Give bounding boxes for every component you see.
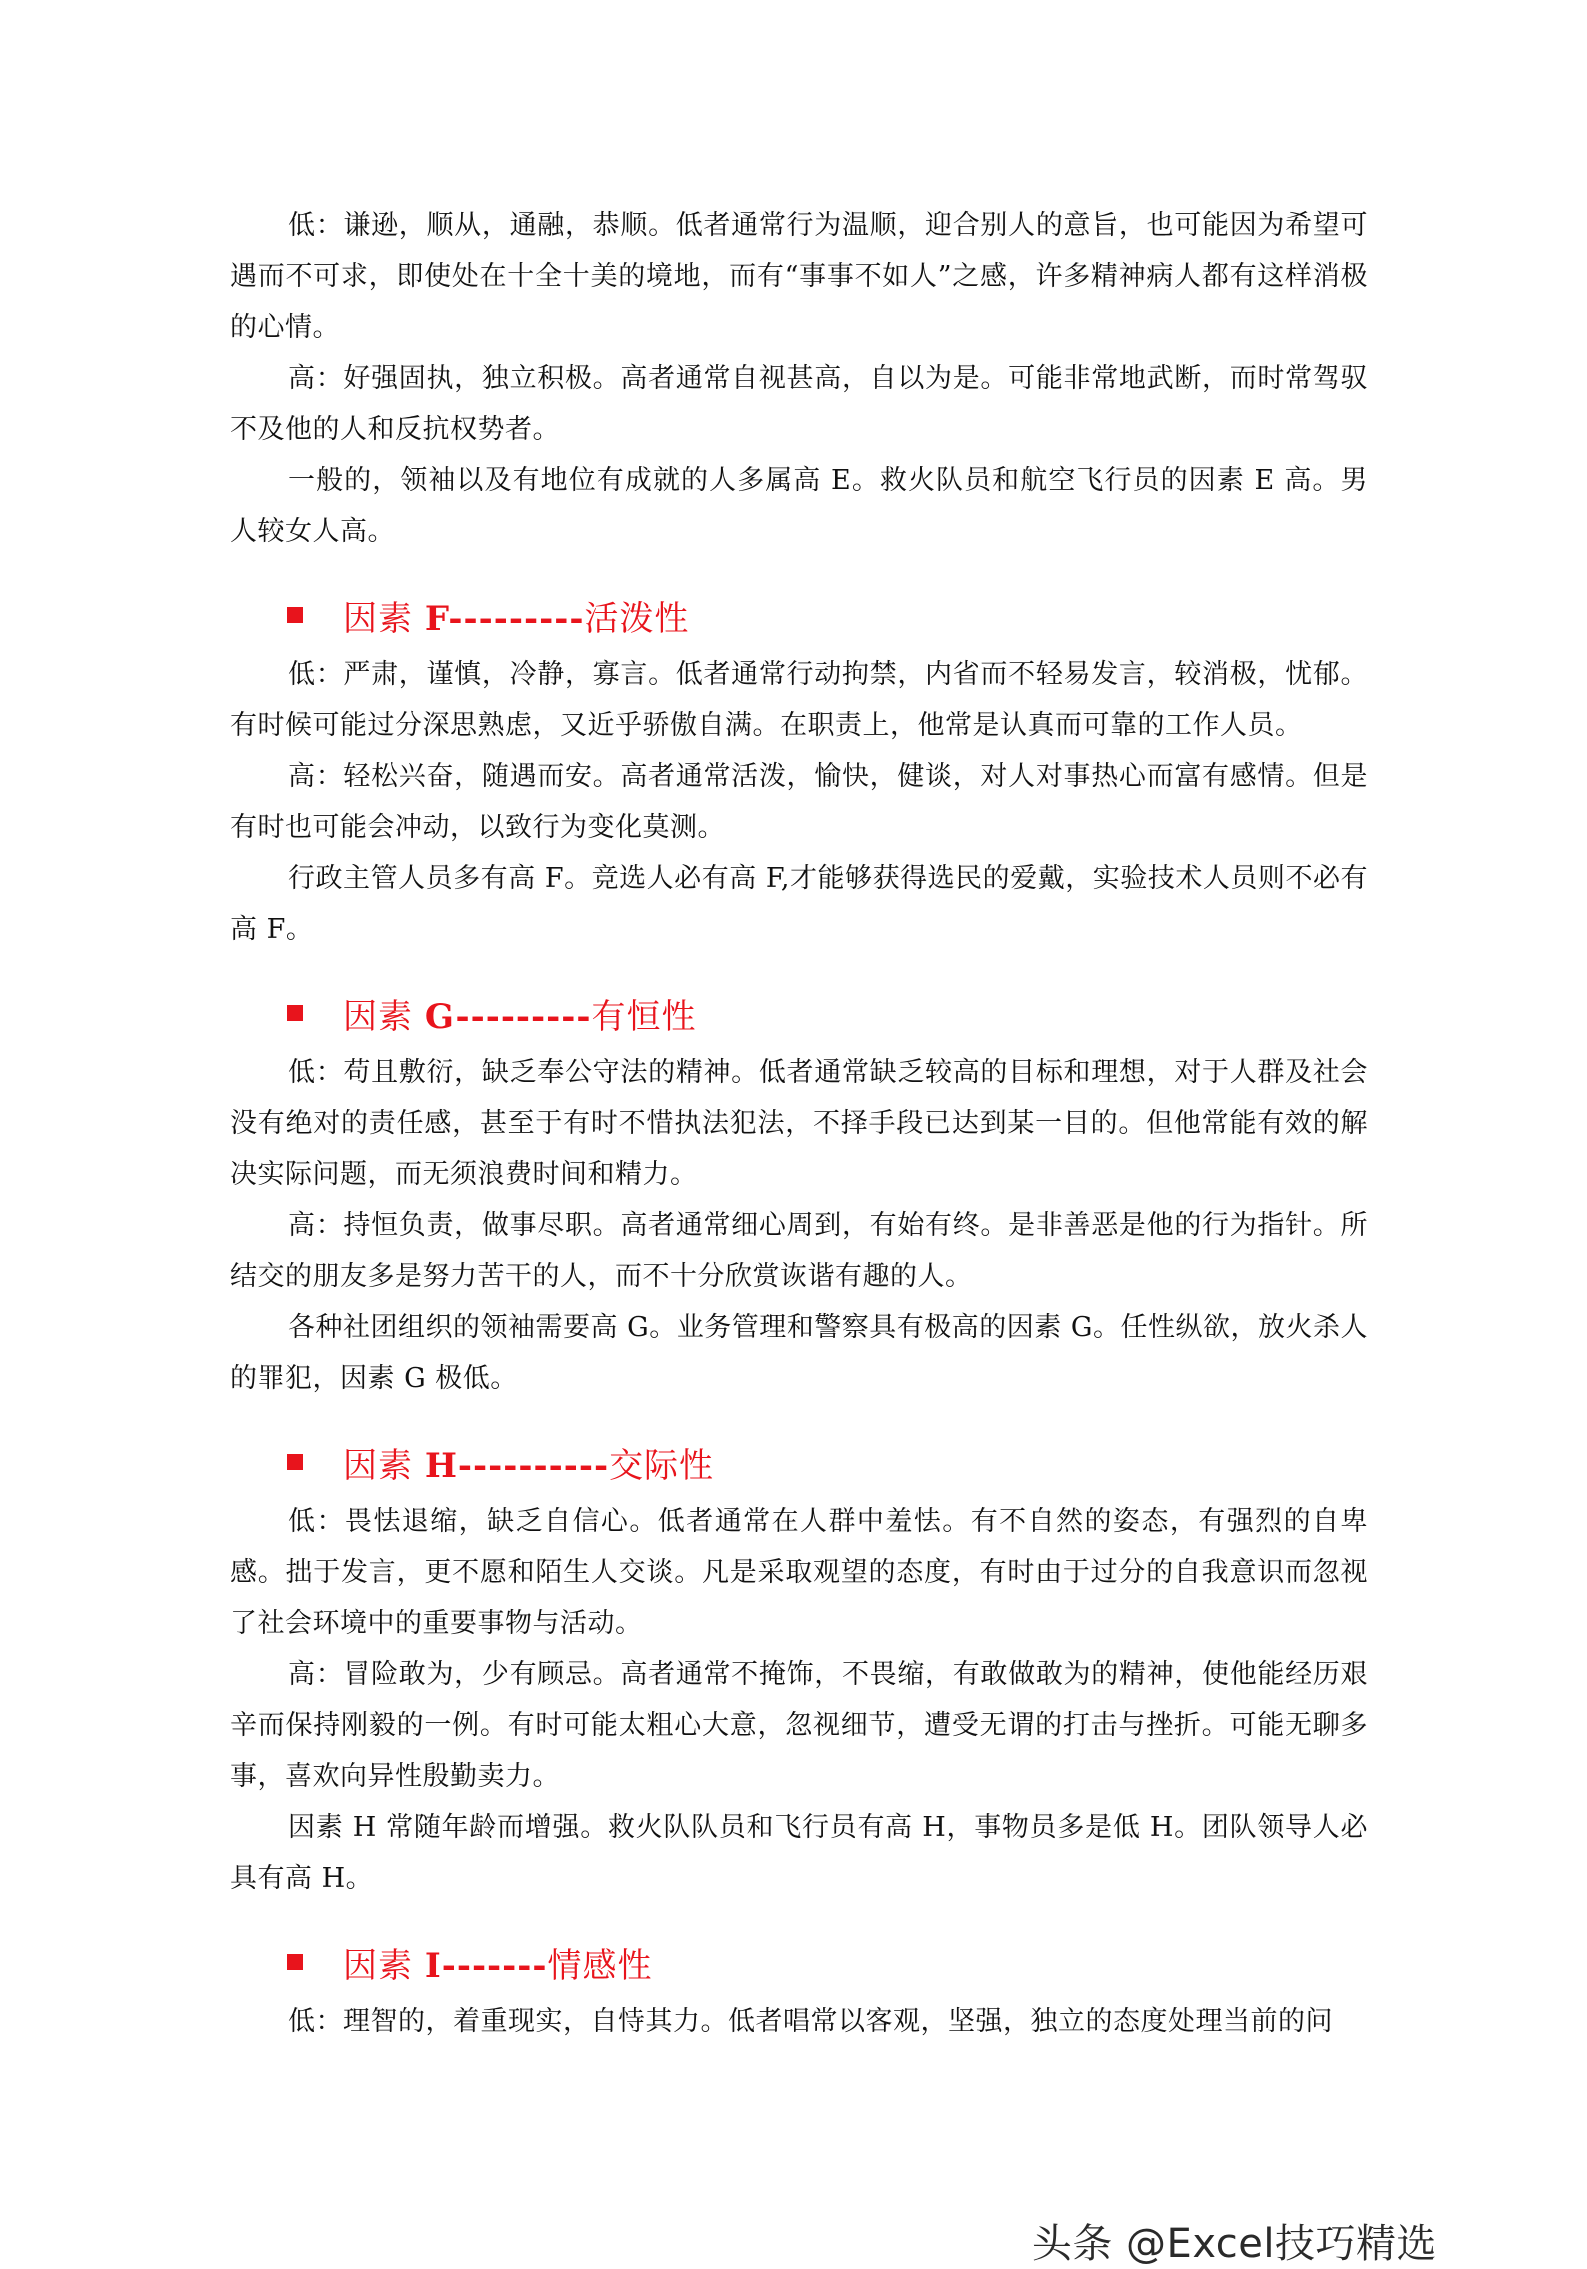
paragraph: 行政主管人员多有高 F。竞选人必有高 F,才能够获得选民的爱戴，实验技术人员则不必有高 F。 xyxy=(230,863,1368,945)
section-heading xyxy=(287,587,1368,643)
paragraph: 低：谦逊，顺从，通融，恭顺。低者通常行为温顺，迎合别人的意旨，也可能因为希望可遇而不可求，即使处在十全十美的境地，而有“事事不如人”之感，许多精神病人都有这样消极的心情。 xyxy=(230,210,1368,343)
paragraph: 因素 H 常随年龄而增强。救火队队员和飞行员有高 H，事物员多是低 H。团队领导人必具有高 H。 xyxy=(230,1812,1368,1894)
paragraph: 高：冒险敢为，少有顾忌。高者通常不掩饰，不畏缩，有敢做敢为的精神，使他能经历艰辛而保持刚毅的一例。有时可能太粗心大意，忽视细节，遭受无谓的打击与挫折。可能无聊多事，喜欢向异性殷勤卖力。 xyxy=(230,1659,1368,1792)
paragraph: 低：畏怯退缩，缺乏自信心。低者通常在人群中羞怯。有不自然的姿态，有强烈的自卑感。拙于发言，更不愿和陌生人交谈。凡是采取观望的态度，有时由于过分的自我意识而忽视了社会环境中的重要事物与活动。 xyxy=(230,1506,1368,1639)
section-heading xyxy=(287,985,1368,1041)
square-bullet-icon xyxy=(287,607,303,623)
paragraph: 各种社团组织的领袖需要高 G。业务管理和警察具有极高的因素 G。任性纵欲，放火杀人的罪犯，因素 G 极低。 xyxy=(230,1312,1368,1394)
paragraph: 高：持恒负责，做事尽职。高者通常细心周到，有始有终。是非善恶是他的行为指针。所结交的朋友多是努力苦干的人，而不十分欣赏诙谐有趣的人。 xyxy=(230,1210,1368,1292)
section-heading xyxy=(287,1934,1368,1990)
paragraph: 高：好强固执，独立积极。高者通常自视甚高，自以为是。可能非常地武断，而时常驾驭不及他的人和反抗权势者。 xyxy=(230,363,1368,445)
paragraph: 低：苟且敷衍，缺乏奉公守法的精神。低者通常缺乏较高的目标和理想，对于人群及社会没有绝对的责任感，甚至于有时不惜执法犯法，不择手段已达到某一目的。但他常能有效的解决实际问题，而无须浪费时间和精力。 xyxy=(230,1057,1368,1190)
paragraph: 高：轻松兴奋，随遇而安。高者通常活泼，愉快，健谈，对人对事热心而富有感情。但是有时也可能会冲动，以致行为变化莫测。 xyxy=(230,761,1368,843)
section-title: 因素 I-------情感性 xyxy=(343,1945,653,1986)
paragraph: 一般的，领袖以及有地位有成就的人多属高 E。救火队员和航空飞行员的因素 E 高。男人较女人高。 xyxy=(230,465,1368,547)
intro-block xyxy=(230,200,1368,557)
section-heading xyxy=(287,1434,1368,1490)
section-factor-i xyxy=(230,1934,1368,2047)
watermark: 头条 @Excel技巧精选 xyxy=(1031,2221,1437,2267)
square-bullet-icon xyxy=(287,1954,303,1970)
section-title: 因素 F---------活泼性 xyxy=(343,598,690,639)
section-title: 因素 G---------有恒性 xyxy=(343,996,697,1037)
square-bullet-icon xyxy=(287,1005,303,1021)
section-factor-g xyxy=(230,985,1368,1404)
section-title: 因素 H----------交际性 xyxy=(343,1445,715,1486)
paragraph: 低：理智的，着重现实，自恃其力。低者唱常以客观，坚强，独立的态度处理当前的问 xyxy=(288,2006,1333,2037)
document-page xyxy=(230,200,1368,2047)
paragraph: 低：严肃，谨慎，冷静，寡言。低者通常行动拘禁，内省而不轻易发言，较消极，忧郁。有时候可能过分深思熟虑，又近乎骄傲自满。在职责上，他常是认真而可靠的工作人员。 xyxy=(230,659,1368,741)
section-factor-f xyxy=(230,587,1368,955)
square-bullet-icon xyxy=(287,1454,303,1470)
section-factor-h xyxy=(230,1434,1368,1904)
